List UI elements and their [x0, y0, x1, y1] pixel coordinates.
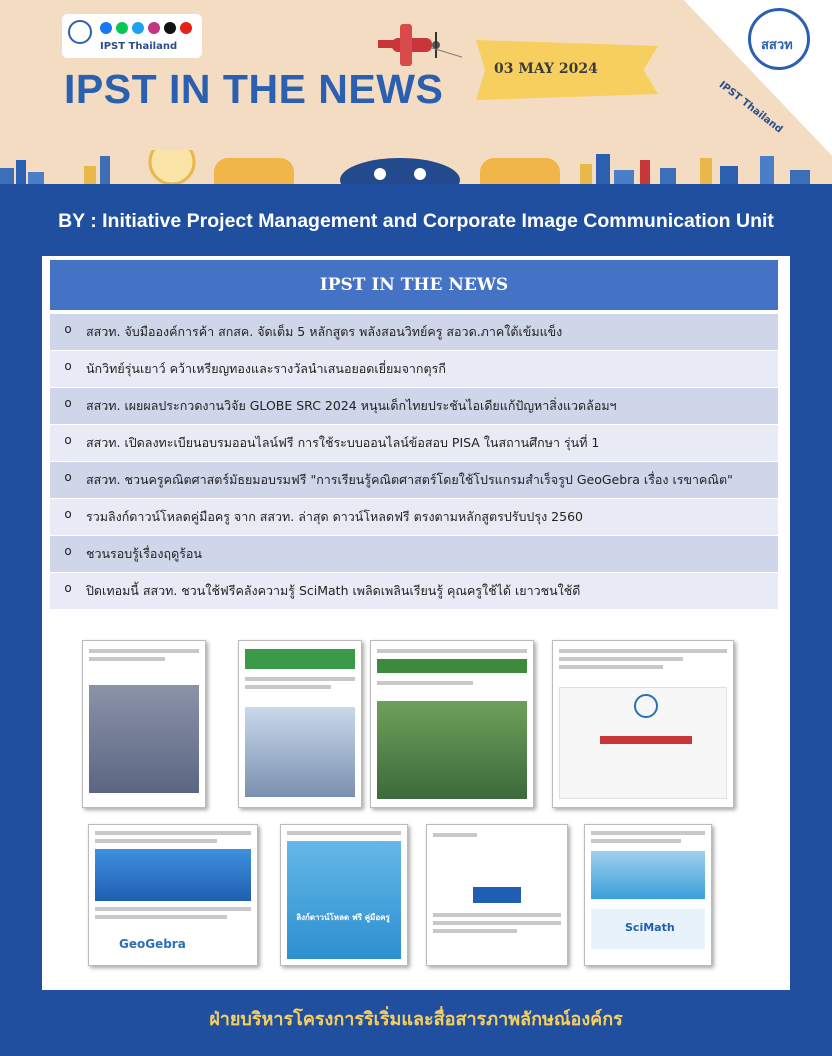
news-clipping-thumbnail[interactable] — [426, 824, 568, 966]
news-item[interactable] — [50, 536, 778, 573]
ipst-logo-small — [68, 20, 92, 44]
news-item-text: สสวท. จับมือองค์การค้า สกสค. จัดเต็ม 5 หลักสูตร พลังสอนวิทย์ครู สอวด.ภาคใต้เข้มแข็ง — [86, 324, 563, 339]
line-icon[interactable] — [116, 22, 128, 34]
news-clipping-thumbnail[interactable] — [370, 640, 534, 808]
scimath-caption: SciMath — [625, 921, 675, 934]
news-clipping-thumbnail[interactable] — [82, 640, 206, 808]
issue-date: 03 MAY 2024 — [494, 61, 598, 77]
corner-brand: IPST Thailand — [716, 79, 785, 136]
bullet-icon: o — [64, 433, 72, 447]
news-item[interactable] — [50, 425, 778, 462]
news-item[interactable] — [50, 388, 778, 425]
header-banner — [0, 0, 832, 196]
news-clipping-thumbnail[interactable] — [552, 640, 734, 808]
clipping-header — [245, 649, 355, 669]
footer-unit-name: ฝ่ายบริหารโครงการริเริ่มและสื่อสารภาพลักษณ์องค์กร — [209, 1009, 623, 1030]
news-item[interactable] — [50, 499, 778, 536]
clipping-photo — [591, 851, 705, 899]
geogebra-caption: GeoGebra — [119, 937, 186, 951]
news-item-text: ชวนรอบรู้เรื่องฤดูร้อน — [86, 546, 202, 561]
social-links-box — [62, 14, 202, 58]
clipping-photo — [377, 701, 527, 799]
page-title: IPST IN THE NEWS — [64, 66, 444, 112]
news-item-text: สสวท. เปิดลงทะเบียนอบรมออนไลน์ฟรี การใช้ระบบออนไลน์ข้อสอบ PISA ในสถานศึกษา รุ่นที่ 1 — [86, 435, 600, 450]
news-clipping-thumbnail[interactable] — [584, 824, 712, 966]
news-panel — [42, 256, 790, 990]
news-clipping-thumbnail[interactable] — [88, 824, 258, 966]
certificate-image — [559, 687, 727, 799]
bullet-icon: o — [64, 322, 72, 336]
bullet-icon: o — [64, 544, 72, 558]
youtube-icon[interactable] — [180, 22, 192, 34]
bullet-icon: o — [64, 581, 72, 595]
scimath-banner — [591, 909, 705, 949]
bullet-icon: o — [64, 359, 72, 373]
clipping-photo — [95, 849, 251, 901]
bullet-icon: o — [64, 396, 72, 410]
brand-name: IPST Thailand — [100, 41, 178, 52]
news-item[interactable] — [50, 573, 778, 610]
clipping-photo — [287, 841, 401, 959]
news-item[interactable] — [50, 314, 778, 351]
panel-heading: IPST IN THE NEWS — [50, 260, 778, 310]
ipst-logo-text: สสวท — [761, 38, 793, 53]
news-item[interactable] — [50, 462, 778, 499]
news-item-text: ปิดเทอมนี้ สสวท. ชวนใช้ฟรีคลังความรู้ SciMath เพลิดเพลินเรียนรู้ คุณครูใช้ได้ เยาวชนใช้ดี — [86, 583, 581, 598]
download-caption: ลิงก์ดาวน์โหลด ฟรี คู่มือครู — [296, 913, 390, 922]
bullet-icon: o — [64, 470, 72, 484]
news-item-text: นักวิทย์รุ่นเยาว์ คว้าเหรียญทองและรางวัลนำเสนอยอดเยี่ยมจากตุรกี — [86, 361, 446, 376]
clipping-badge — [473, 887, 521, 903]
byline: BY : Initiative Project Management and Corporate Image Communication Unit — [58, 210, 774, 232]
facebook-icon[interactable] — [100, 22, 112, 34]
news-list — [50, 314, 778, 610]
news-item[interactable] — [50, 351, 778, 388]
bullet-icon: o — [64, 507, 72, 521]
news-item-text: รวมลิงก์ดาวน์โหลดคู่มือครู จาก สสวท. ล่าสุด ดาวน์โหลดฟรี ตรงตามหลักสูตรปรับปรุง 2560 — [86, 509, 583, 524]
road-strip — [0, 184, 832, 196]
clipping-header — [377, 659, 527, 673]
news-clipping-thumbnail[interactable] — [238, 640, 362, 808]
news-item-text: สสวท. เผยผลประกวดงานวิจัย GLOBE SRC 2024 หนุนเด็กไทยประชันไอเดียแก้ปัญหาสิ่งแวดล้อมฯ — [86, 398, 617, 413]
tiktok-icon[interactable] — [164, 22, 176, 34]
twitter-icon[interactable] — [132, 22, 144, 34]
instagram-icon[interactable] — [148, 22, 160, 34]
news-item-text: สสวท. ชวนครูคณิตศาสตร์มัธยมอบรมฟรี "การเรียนรู้คณิตศาสตร์โดยใช้โปรแกรมสำเร็จรูป GeoGebra เรื่อง เรขาคณิต" — [86, 472, 733, 487]
airplane-icon — [370, 18, 462, 72]
clipping-photo — [89, 685, 199, 793]
clipping-photo — [245, 707, 355, 797]
news-clipping-thumbnail[interactable] — [280, 824, 408, 966]
